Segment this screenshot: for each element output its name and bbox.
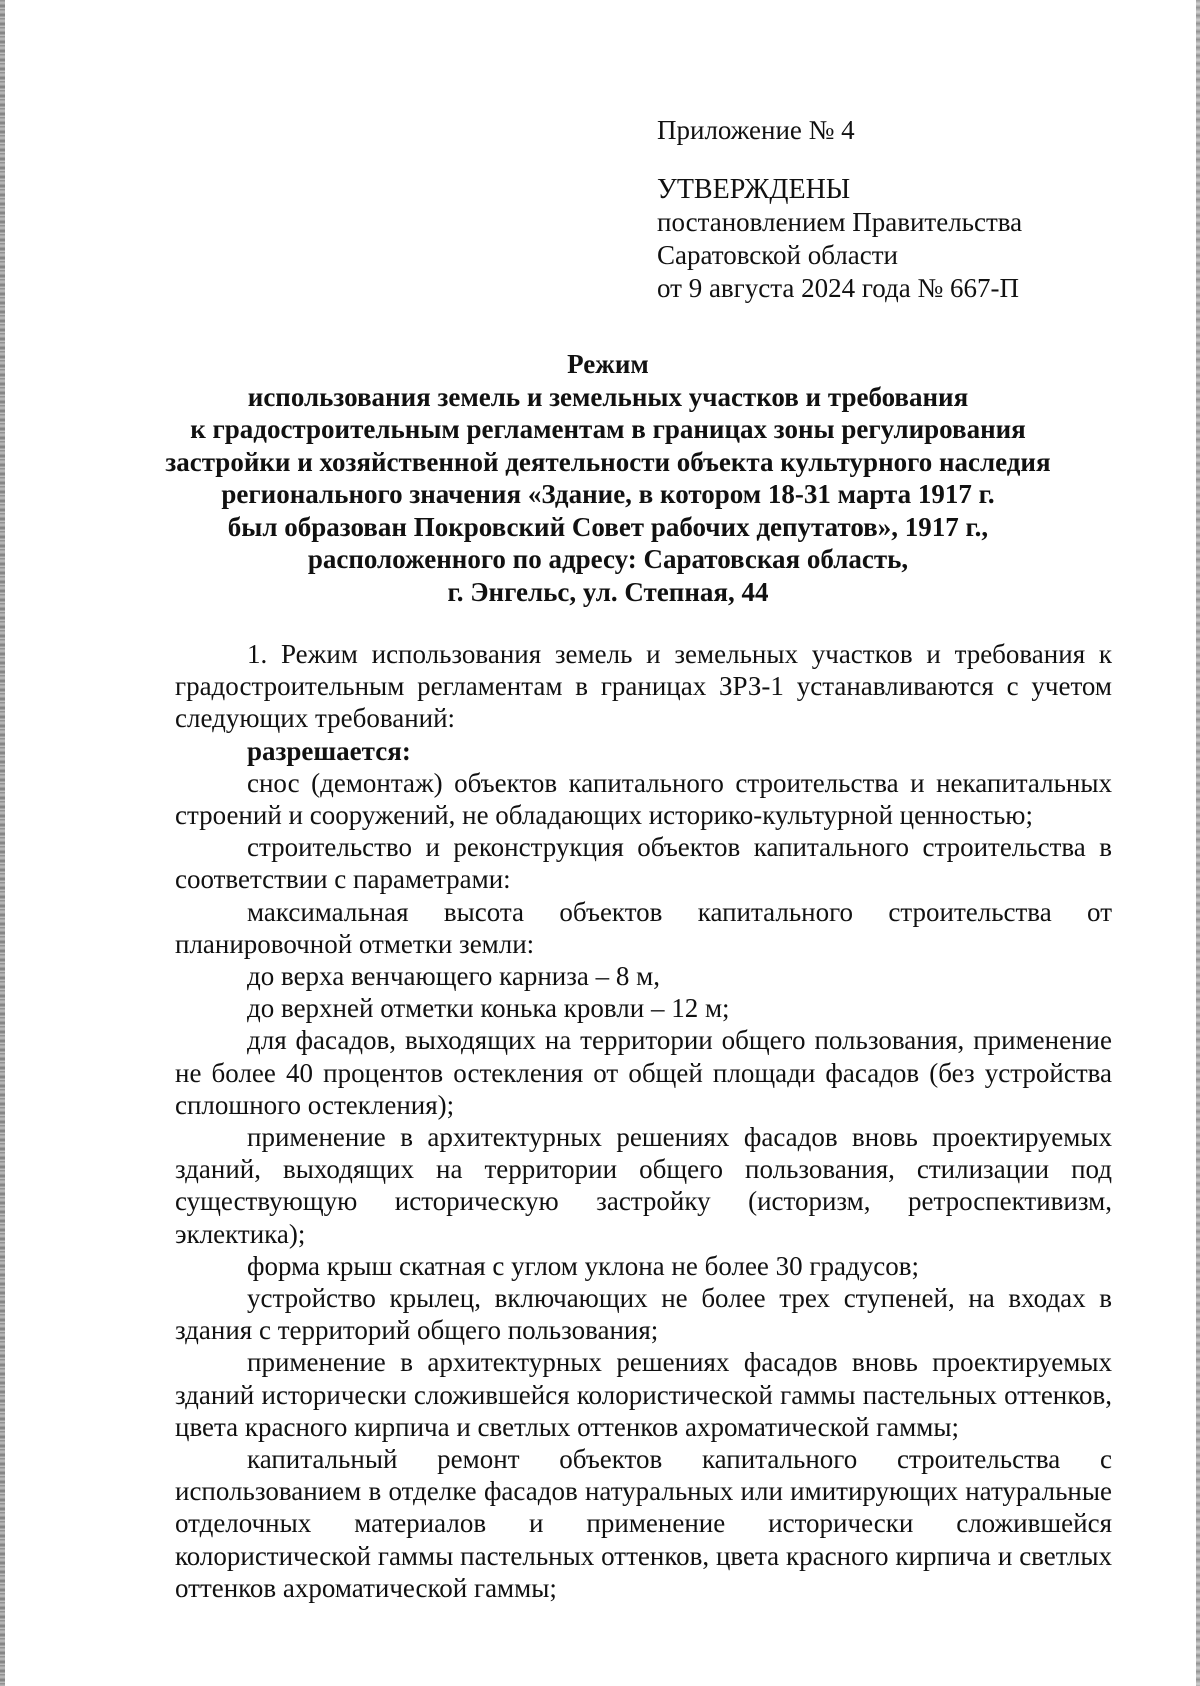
title-line-3: к градостроительным регламентам в границах зоны регулирования xyxy=(190,414,1026,444)
paragraph-11: устройство крылец, включающих не более трех ступеней, на входах в здания с территорий общего пользования; xyxy=(175,1283,1112,1346)
scan-edge-left xyxy=(0,0,5,1686)
paragraph-9: применение в архитектурных решениях фасадов вновь проектируемых зданий, выходящих на территории общего пользования, стилизации под существующую историческую застройку (историзм, ретроспективизм, эклектика); xyxy=(175,1122,1112,1249)
paragraph-12: применение в архитектурных решениях фасадов вновь проектируемых зданий исторически сложившейся колористической гаммы пастельных оттенков, цвета красного кирпича и светлых оттенков ахроматической гаммы; xyxy=(175,1347,1112,1442)
title-line-6: был образован Покровский Совет рабочих депутатов», 1917 г., xyxy=(227,511,989,542)
approved-heading: УТВЕРЖДЕНЫ xyxy=(657,174,851,205)
approval-stamp-block xyxy=(657,114,1022,305)
annex-number: Приложение № 4 xyxy=(657,115,855,145)
paragraph-10: форма крыш скатная с углом уклона не более 30 градусов; xyxy=(247,1250,919,1281)
paragraph-7: до верхней отметки конька кровли – 12 м; xyxy=(247,993,730,1024)
title-line-7: расположенного по адресу: Саратовская область, xyxy=(307,544,909,574)
title-line-2: использования земель и земельных участков и требования xyxy=(247,381,969,412)
paragraph-permitted-heading: разрешается: xyxy=(247,735,411,766)
title-line-4: застройки и хозяйственной деятельности объекта культурного наследия xyxy=(165,446,1051,477)
scan-edge-right xyxy=(1196,0,1200,1686)
document-body xyxy=(175,638,1112,1604)
approval-line-2: Саратовской области xyxy=(657,240,898,270)
paragraph-6: до верха венчающего карниза – 8 м, xyxy=(247,961,660,992)
title-line-1: Режим xyxy=(567,349,649,379)
document-title xyxy=(150,348,1066,608)
title-line-5: регионального значения «Здание, в котором 18-31 марта 1917 г. xyxy=(221,479,995,509)
paragraph-1: 1. Режим использования земель и земельных участков и требования к градостроительным регламентам в границах ЗРЗ-1 устанавливаются с учетом следующих требований: xyxy=(175,639,1112,734)
title-line-8: г. Энгельс, ул. Степная, 44 xyxy=(447,576,769,607)
approval-line-1: постановлением Правительства xyxy=(657,207,1023,237)
paragraph-13: капитальный ремонт объектов капитального строительства с использованием в отделке фасадов натуральных или имитирующих натуральные отделочных материалов и применение исторически сложившейся колористической гаммы пастельных оттенков, цвета красного кирпича и светлых оттенков ахроматической гаммы; xyxy=(175,1444,1112,1603)
approval-line-3: от 9 августа 2024 года № 667-П xyxy=(657,273,1019,303)
paragraph-5: максимальная высота объектов капитального строительства от планировочной отметки земли: xyxy=(175,896,1112,959)
paragraph-4: строительство и реконструкция объектов капитального строительства в соответствии с параметрами: xyxy=(175,832,1112,895)
paragraph-8: для фасадов, выходящих на территории общего пользования, применение не более 40 процентов остекления от общей площади фасадов (без устройства сплошного остекления); xyxy=(175,1025,1112,1120)
paragraph-3: снос (демонтаж) объектов капитального строительства и некапитальных строений и сооружений, не обладающих историко-культурной ценностью; xyxy=(175,767,1112,831)
